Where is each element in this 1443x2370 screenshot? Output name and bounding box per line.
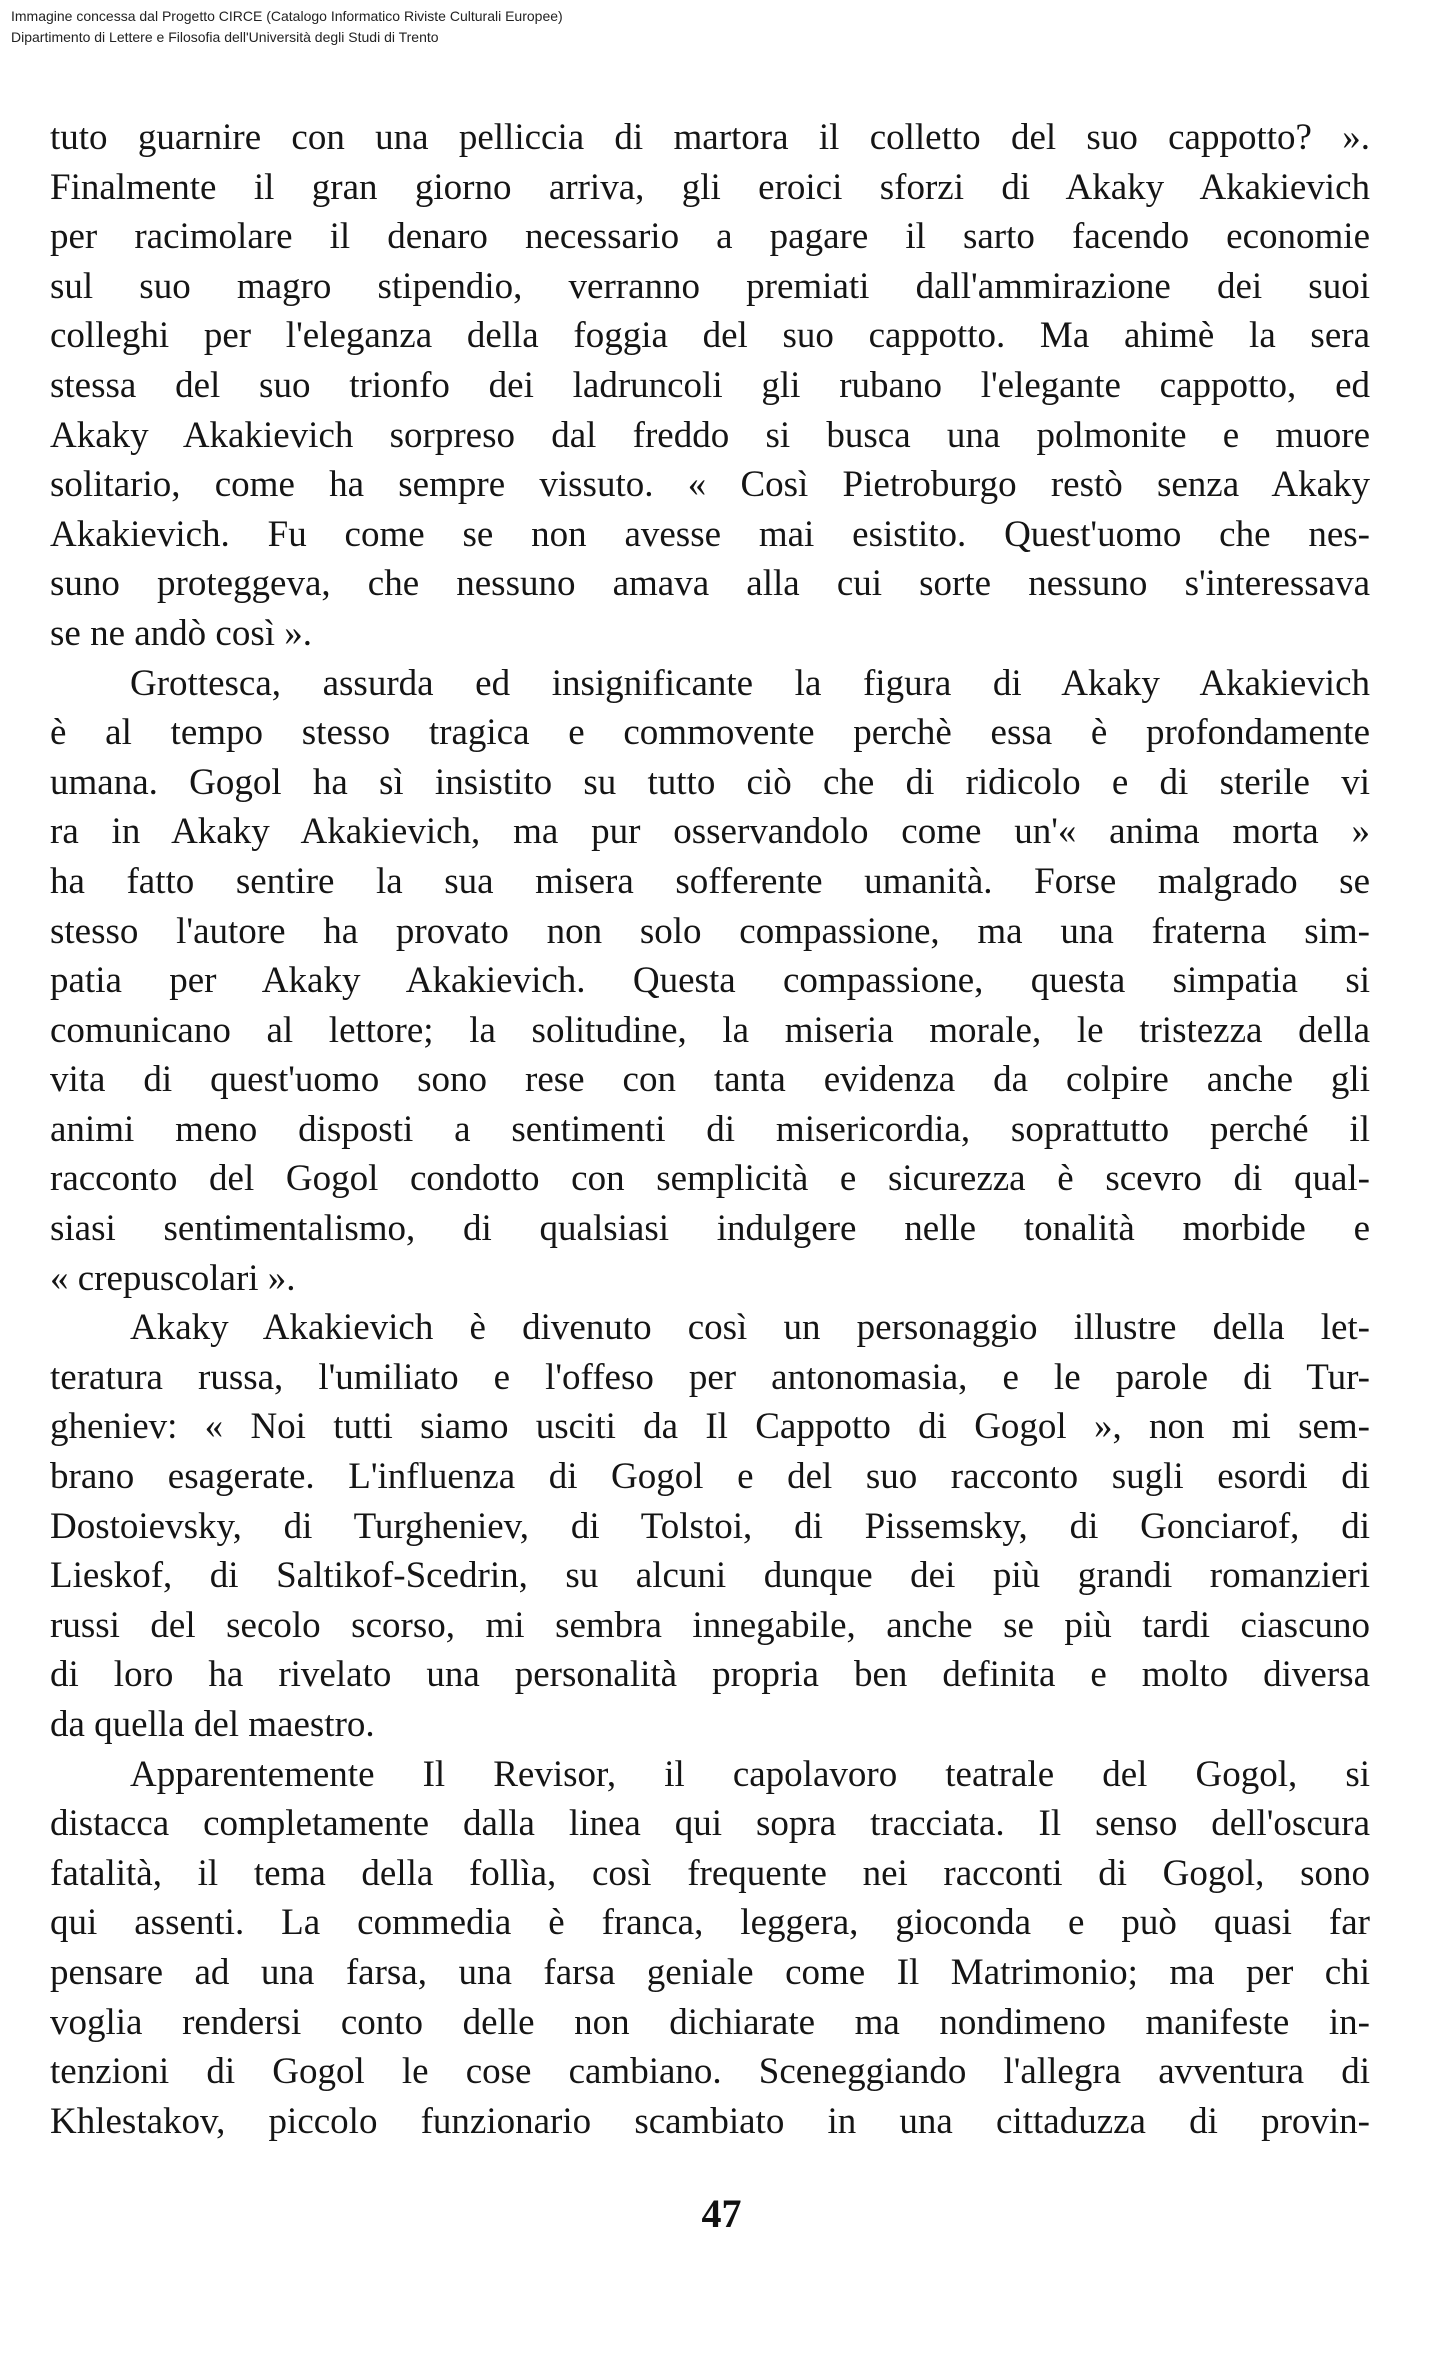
text-line: fatalità, il tema della follìa, così frequente nei racconti di Gogol, sono xyxy=(50,1852,1370,1894)
text-line: qui assenti. La commedia è franca, leggera, gioconda e può quasi far xyxy=(50,1902,1370,1944)
credit-line-2: Dipartimento di Lettere e Filosofia dell'Università degli Studi di Trento xyxy=(11,29,439,45)
text-line: distacca completamente dalla linea qui sopra tracciata. Il senso dell'oscura xyxy=(50,1803,1370,1845)
text-line: stesso l'autore ha provato non solo compassione, ma una fraterna sim- xyxy=(50,910,1370,952)
paragraph-start-line: Grottesca, assurda ed insignificante la figura di Akaky Akakievich xyxy=(130,662,1370,704)
text-line: voglia rendersi conto delle non dichiarate ma nondimeno manifeste in- xyxy=(50,2001,1370,2043)
text-line: gheniev: « Noi tutti siamo usciti da Il Cappotto di Gogol », non mi sem- xyxy=(50,1406,1370,1448)
text-line: Khlestakov, piccolo funzionario scambiato in una cittaduzza di provin- xyxy=(50,2100,1370,2142)
text-line: ha fatto sentire la sua misera sofferente umanità. Forse malgrado se xyxy=(50,860,1370,902)
paragraph-end-line: se ne andò così ». xyxy=(50,612,313,654)
credit-line-1: Immagine concessa dal Progetto CIRCE (Catalogo Informatico Riviste Culturali Europee) xyxy=(11,8,563,24)
text-line: Lieskof, di Saltikof-Scedrin, su alcuni dunque dei più grandi romanzieri xyxy=(50,1555,1370,1597)
archive-credit-header xyxy=(11,6,563,48)
text-line: sul suo magro stipendio, verranno premiati dall'ammirazione dei suoi xyxy=(50,265,1370,307)
text-line: di loro ha rivelato una personalità propria ben definita e molto diversa xyxy=(50,1654,1370,1696)
text-line: comunicano al lettore; la solitudine, la miseria morale, le tristezza della xyxy=(50,1009,1370,1051)
text-line: colleghi per l'eleganza della foggia del suo cappotto. Ma ahimè la sera xyxy=(50,315,1370,357)
text-line: russi del secolo scorso, mi sembra innegabile, anche se più tardi ciascuno xyxy=(50,1604,1370,1646)
paragraph-end-line: da quella del maestro. xyxy=(50,1704,375,1745)
text-line: stessa del suo trionfo dei ladruncoli gli rubano l'elegante cappotto, ed xyxy=(50,364,1370,406)
text-line: tenzioni di Gogol le cose cambiano. Sceneggiando l'allegra avventura di xyxy=(50,2051,1370,2093)
text-line: pensare ad una farsa, una farsa geniale come Il Matrimonio; ma per chi xyxy=(50,1951,1370,1993)
text-line: Dostoievsky, di Turgheniev, di Tolstoi, di Pissemsky, di Gonciarof, di xyxy=(50,1505,1370,1547)
text-line: tuto guarnire con una pelliccia di martora il colletto del suo cappotto? ». xyxy=(50,117,1370,158)
text-line: animi meno disposti a sentimenti di misericordia, soprattutto perché il xyxy=(50,1108,1370,1150)
paragraph-start-line: Apparentemente Il Revisor, il capolavoro teatrale del Gogol, si xyxy=(130,1753,1370,1795)
paragraph-start-line: Akaky Akakievich è divenuto così un personaggio illustre della let- xyxy=(130,1307,1370,1349)
body-text xyxy=(50,113,1370,2146)
text-line: patia per Akaky Akakievich. Questa compassione, questa simpatia si xyxy=(50,960,1370,1002)
text-line: racconto del Gogol condotto con semplicità e sicurezza è scevro di qual- xyxy=(50,1158,1370,1200)
text-line: suno proteggeva, che nessuno amava alla cui sorte nessuno s'interessava xyxy=(50,563,1370,605)
text-line: brano esagerate. L'influenza di Gogol e del suo racconto sugli esordi di xyxy=(50,1456,1370,1498)
text-line: siasi sentimentalismo, di qualsiasi indulgere nelle tonalità morbide e xyxy=(50,1208,1370,1250)
text-line: umana. Gogol ha sì insistito su tutto ciò che di ridicolo e di sterile vi xyxy=(50,761,1370,803)
text-line: teratura russa, l'umiliato e l'offeso per antonomasia, e le parole di Tur- xyxy=(50,1356,1370,1398)
paragraph-end-line: « crepuscolari ». xyxy=(50,1257,296,1299)
text-line: è al tempo stesso tragica e commovente perchè essa è profondamente xyxy=(50,712,1370,754)
text-line: Akakievich. Fu come se non avesse mai esistito. Quest'uomo che nes- xyxy=(50,513,1370,555)
text-line: Akaky Akakievich sorpreso dal freddo si busca una polmonite e muore xyxy=(50,414,1370,456)
text-line: ra in Akaky Akakievich, ma pur osservandolo come un'« anima morta » xyxy=(50,811,1370,853)
text-line: per racimolare il denaro necessario a pagare il sarto facendo economie xyxy=(50,216,1370,258)
text-line: Finalmente il gran giorno arriva, gli eroici sforzi di Akaky Akakievich xyxy=(50,166,1370,208)
text-line: vita di quest'uomo sono rese con tanta evidenza da colpire anche gli xyxy=(50,1059,1370,1101)
text-line: solitario, come ha sempre vissuto. « Così Pietroburgo restò senza Akaky xyxy=(50,464,1370,506)
page-number: 47 xyxy=(701,2191,742,2236)
